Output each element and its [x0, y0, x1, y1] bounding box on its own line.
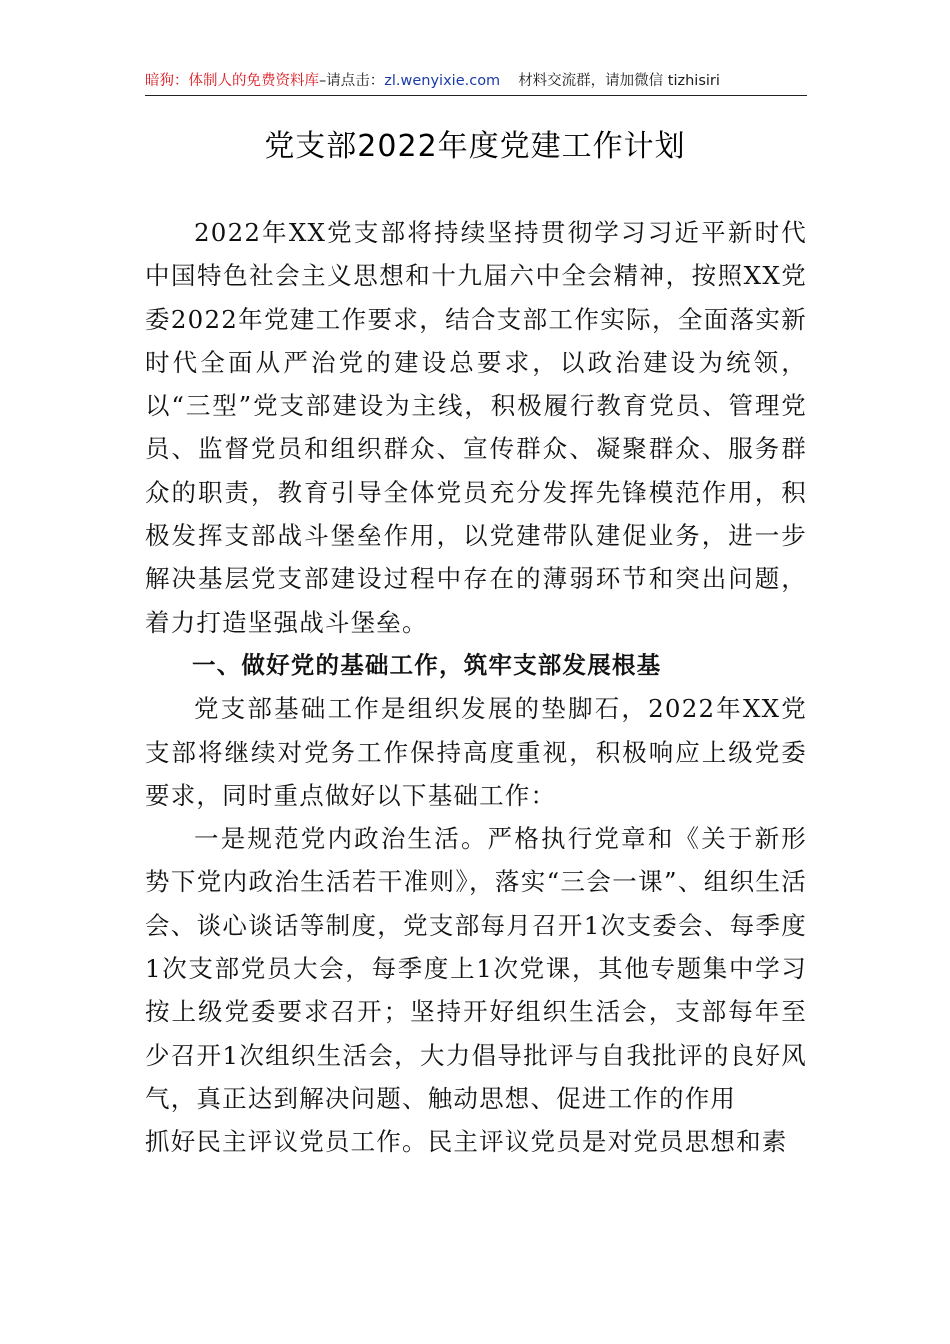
document-body: [145, 211, 807, 1164]
watermark-header: [145, 70, 807, 96]
section-heading: 一、做好党的基础工作，筑牢支部发展根基: [192, 650, 662, 679]
body-paragraph: 一是规范党内政治生活。严格执行党章和《关于新形势下党内政治生活若干准则》，落实“三会一课”、组织生活会、谈心谈话等制度，党支部每月召开1次支委会、每季度1次支部党员大会，每季度上1次党课，其他专题集中学习按上级党委要求召开；坚持开好组织生活会，支部每年至少召开1次组织生活会，大力倡导批评与自我批评的良好风气，真正达到解决问题、触动思想、促进工作的作用: [145, 824, 807, 1113]
body-paragraph: 抓好民主评议党员工作。民主评议党员是对党员思想和素: [145, 1127, 788, 1157]
header-click-prompt: –请点击：: [319, 73, 385, 89]
document-title: 党支部2022年度党建工作计划: [264, 129, 686, 164]
body-paragraph: 党支部基础工作是组织发展的垫脚石，2022年XX党支部将继续对党务工作保持高度重视，积极响应上级党委要求，同时重点做好以下基础工作：: [145, 694, 807, 810]
header-divider: [145, 95, 807, 96]
header-url-link[interactable]: zl.wenyixie.com: [384, 73, 501, 89]
intro-paragraph: 2022年XX党支部将持续坚持贯彻学习习近平新时代中国特色社会主义思想和十九届六中全会精神，按照XX党委2022年党建工作要求，结合支部工作实际，全面落实新时代全面从严治党的建设总要求，以政治建设为统领，以“三型”党支部建设为主线，积极履行教育党员、管理党员、监督党员和组织群众、宣传群众、凝聚群众、服务群众的职责，教育引导全体党员充分发挥先锋模范作用，积极发挥支部战斗堡垒作用，以党建带队建促业务，进一步解决基层党支部建设过程中存在的薄弱环节和突出问题，着力打造坚强战斗堡垒。: [145, 218, 807, 637]
header-site-name: 暗狗：体制人的免费资料库: [145, 73, 319, 89]
header-wechat-note: 材料交流群，请加微信 tizhisiri: [518, 73, 720, 89]
